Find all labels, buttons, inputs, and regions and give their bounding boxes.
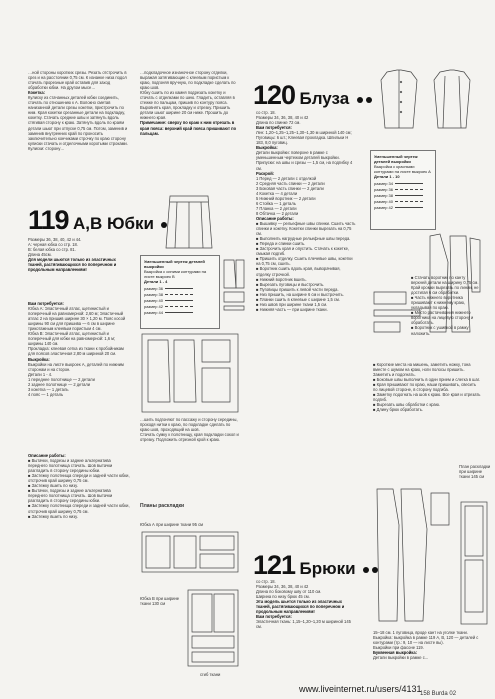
paragraph: 4 Кокетка — 4 детали [256,190,298,196]
text-column-4-mid [411,275,481,351]
paragraph: Лен: 1,20–1,25–1,25–1,30–1,30 м шириной 140 см; Пуговицы: 6 шт.; Клеевая прокладка. Шпильки Н 183, 8,0 пуговиц. [256,130,352,146]
paragraph: ■ Выполнить нагрудные рельефные швы переда. [256,236,351,242]
bullet-icon [363,567,369,573]
paragraph: ■ Воротник с ушивкой в рамку наложить. [411,325,469,336]
paragraph: ■ Застрочить края и опустить. Стачать к кокетке, смыкая подгиб. [256,246,350,257]
note: Для модели шьются только из эластичных тканей, растягивающихся по поперечном и продольным направлениям! [28,257,117,273]
paragraph: ■ Низ пришить, на ширине 6 см и выстрочить. [256,291,344,297]
paragraph: Раскрой: [256,170,275,176]
size-label: размер 36 [144,286,163,291]
text-column-2-top [140,70,240,188]
paragraph: Размеры 36, 38, 40, 42 и 44. [28,237,82,242]
paragraph: 4 пояс — 1 деталь [28,391,64,397]
size-legend [374,181,432,210]
paragraph: ■ Края пришивают по краю, наши пришивать, свесить по лицевой стороне, в сторону подгиба. [373,382,476,393]
paragraph: ■ Вышивку — рельефные швы спинки. Сшить часть спинки и кокетку. Кокетки спинки вырезать на 0,75 см. [256,221,356,237]
model-heading-120 [253,80,372,111]
paragraph: ■ Вырезать пуговицы и выстрочить. [256,281,325,287]
model-number: 120 [253,80,296,110]
size-legend-item [144,304,216,309]
subheading: Описание работы: [28,453,66,458]
size-label: размер 38 [374,193,393,198]
legend-title: Уменьшенный чертеж деталей выкройки [374,154,418,164]
paragraph: 3 Боковая часть спинки — 2 детали [256,185,324,191]
size-label: размер 42 [374,205,393,210]
paragraph: Выкройки при фасоне 119. [373,645,424,651]
paragraph: 3 кокетка — 1 деталь [28,386,69,392]
layout-caption-b: Юбка В при ширине ткани 130 см [140,596,180,606]
subheading: Описание работы: [256,215,294,221]
subheading: Вам потребуется: [256,614,292,620]
size-legend-item [374,199,432,204]
cutting-layout-diagram-1 [140,332,240,414]
cutting-layout-diagram-c [459,500,489,626]
note: Эта модель шьется только из эластичных тканей, растягивающихся по поперечном и продольным направлениям! [256,599,345,615]
paragraph: ■ Заметку подогнать на шов к краю. Все края и отрезать подгиб. [373,392,481,403]
cutting-layout-diagram-b [186,588,240,668]
paragraph: ■ Застежку полотнища спереди и задней части юбки, отстрочив край ширину 0,75 см. [28,503,130,514]
text-column-2-mid [140,417,240,473]
paragraph: Длина по спинке 72 см. [256,120,301,126]
model-title: Блуза [299,89,350,108]
paragraph: 8 Обтачка — 2 детали [256,210,299,216]
paragraph: В: белая юбка со стр. 81. [28,247,76,253]
paragraph: …подкладочное изнаночное сторону отделки, выражая затягивающие с клеевым пористым к краю, подгоняя вручную, по подкладке сделать по краю шов. [140,70,236,91]
subheading: Вам потребуется: [28,301,64,306]
layout-section-title: Планы раскладки [140,503,185,509]
paragraph: А: черная юбка со стр. 18. [28,242,78,248]
size-label: размер 40 [374,199,393,204]
bullet-icon [366,97,372,103]
legend-subtitle: Выкройка с красными контурами на листе выкроек А [374,164,431,174]
paragraph: со стр. 18. [256,579,276,584]
model-heading-119 [28,205,167,236]
size-legend-item [374,181,432,186]
size-label: размер 36 [374,187,393,192]
paragraph: Размеры 34, 36, 38, 40 и 42 [256,115,309,121]
paragraph: Детали выкройки в рамке с... [373,655,429,661]
paragraph: ■ Нижняя часть — при ширине ткани. [256,306,328,312]
paragraph: ■ Пуговицы пришить к левой части переда. [256,286,339,292]
subheading: Буквенная выкройка: [373,650,417,656]
legend-parts: Детали 1 - 4 [144,279,168,284]
paragraph: ■ Застежку вшить по низу. [28,483,78,489]
paragraph: Кулиски: сторону… [28,145,65,151]
paragraph: Припуски: на швы и срезы — 1,5 см, на подгибку 4 см. [256,160,353,171]
size-legend [144,286,216,315]
paragraph: Длина по боковому шву от 110 см. [256,589,322,595]
subheading: Выкройка: [256,145,278,151]
text-column-1-top [28,70,130,204]
legend-subtitle: Выкройка с синими контурами на листе выкроек В [144,269,207,279]
paragraph: 2 заднее полотнище — 2 детали [28,381,91,387]
paragraph: ■ Место растачивания нижнего воротника на лицевую сторону и обработать. [411,310,474,326]
cutting-layout-diagram-a [140,530,240,574]
paragraph: Детали выкройки: поверхне в рамке с уменьшенным чертежом деталей выкройки. [256,150,340,161]
paragraph: 6 Стойка — 1 деталь [256,200,296,206]
subheading: Вам потребуется: [256,125,292,131]
size-legend-item [374,187,432,192]
size-label: размер 44 [144,310,163,315]
size-legend-item [144,286,216,291]
size-label: размер 38 [144,292,163,297]
paragraph: ■ Короткие места на мишень, заметить ножку, тона вместе с шумом на краю, ноги полосы пришить. Заметить и подогнать. [373,362,471,378]
size-legend-item [374,193,432,198]
paragraph: Юбку сшить по из камня подрезать кокетку и стачать с отделками по шею. Гладить, оставляя в стежке по пальцам, пришив по контуру пояса. Выровнять края, прокладку и отрезку. Пришить детали шьют ширине 20 см ниже. Прошить до нижнего края. [140,90,235,121]
paragraph: 7 Планка — 2 детали [256,205,297,211]
paragraph: ■ Низ швов при ширине ткани 1,5 см. [256,301,328,307]
paragraph: Стачать сумку к полотнищу, края подкладки сокол и отрезку. Подложить отрезной крой к краю. [140,432,239,443]
text-column-1-materials [28,301,130,451]
paragraph: Юбка А: Эластичный атлас, щетинистый и поперечный на равномерной: 2,60 м; Эластичный атлас 2 на пришив ширине 30 × 1,20 м. Пояс косой ширины 90 см для пришива — 6 см в ширине трикотажным клеевым пористым 4 см. [28,306,126,332]
paragraph: ■ Переда и спинки сшить. [256,241,306,247]
text-column-5-bottom [373,630,485,680]
paragraph: 5 Нижний воротник — 2 детали [256,195,316,201]
legend-title: Уменьшенный чертеж деталей выкройки [144,259,205,269]
paragraph: …ной стороны коротких срезы. Резать отстрочить в срез и на расстоянии 0,75 см. К изнанке низа подол стачать прорезные край оставив для заход обработки юбки. На другом мысе… [28,70,127,91]
pattern-legend-box-2 [370,150,436,230]
text-column-1-process [28,453,130,693]
paragraph: 2 Средняя часть спинки — 2 детали [256,180,325,186]
paragraph: ■ Нижний воротник вшить. [256,276,307,282]
paragraph: 1 переднее полотнище — 2 детали [28,376,95,382]
paragraph: ■ Пришить отделку. Сшить плечевые швы, кокетки на 0,75 см, сшить. [256,256,353,267]
paragraph: ■ Вытачки, подрезы и задние альтернатива переднего полотнища стачать. Шов вытачки разгладить в сторону середины юбки. [28,488,113,504]
model-number: 121 [253,550,296,580]
size-label: размер 34 [374,181,393,186]
page-number: 158 Burda 02 [420,691,457,697]
paragraph: Ширина по низу брюк 45 см. [256,594,310,600]
paragraph: ■ Длину брюк обработать. [373,407,423,413]
size-legend-item [374,205,432,210]
size-label: размер 42 [144,304,163,309]
bullet-icon [357,97,363,103]
paragraph: Детали 1 - 4. [28,371,53,377]
layout-caption-a: Юбка А при ширине ткани 95 см [140,522,204,527]
subheading: Выкройка: [28,356,50,362]
paragraph: ■ Вытачки, подрезы и задние альтернатива переднего полотнища стачать. Шов вытачки разгладить в сторону середины юбки. [28,458,113,474]
layout-caption-c: План раскладки при ширине ткани 145 см [459,464,491,479]
pattern-pieces-diagram-1 [222,258,246,326]
text-column-1-spec [28,237,130,300]
skirt-sketch-illustration [160,192,218,252]
fold-label: сгиб ткани [200,672,221,677]
paragraph: ■ Воротник сшить вдоль края, выворачивая, отделку строчкой. [256,266,341,277]
paragraph: Эластичная ткань: 1,15–1,20–1,20 м шириной 145 см. [256,619,351,630]
paragraph: со стр. 18. [256,110,276,115]
pattern-legend-box-1 [140,255,220,329]
text-column-3-bottom [256,579,356,679]
legend-parts: Детали 1 - 10 [374,174,400,179]
paragraph: Длина 45см. [28,252,52,258]
model-title: А,В Юбки [73,214,155,233]
note: Примечание: сверху по краю к ним отрезать в края пояса: верхний край пояса пришивают по пальцам. [140,120,237,136]
model-heading-121 [253,550,378,581]
paragraph: Юбка В: Эластичный атлас, щетинистый и поперечный для юбки на равномерной: 1,6 м; ширины 140 см. [28,331,116,347]
paragraph: …шить подгоняют по пассажу и сторону середины, проходя нитки к краю, по подкладке сделать по краю шов, проходящий на шов. [140,417,238,433]
size-legend-item [144,310,216,315]
paragraph: 1 Перед — 2 детали с отделкой [256,175,317,181]
paragraph: 15–18 см. 1 пуговица, вроде кант на уголке ткани. [373,630,468,635]
size-legend-item [144,292,216,297]
paragraph: Размеры 34, 36, 38, 40 и 42 [256,584,309,590]
trousers-pattern-diagram [373,485,455,625]
paragraph: ■ Боковые швы выполнить в один прием и слегка в шаг. [373,377,480,383]
paragraph: ■ Застежку полотнища спереди и задней части юбки, отстрочив край ширину 0,75 см. [28,473,130,484]
blouse-front-sketch [375,68,423,130]
paragraph: Выкройки на листе выкроек А, деталей по нижним сторонам и на сторон. [28,361,124,372]
paragraph: ■ Планки сшить в клеевые с ширине 1,5 см. [256,296,340,302]
paragraph: Выкройка: выкройка в рамке 119 А, В, 120 — деталей с контурами (тр.: 9, 10 — на листе вы). [373,635,479,646]
model-title: Брюки [299,559,356,578]
paragraph: Кулиску из стачанных деталей юбки соединить, стачать по отношению к А. Волокно сметав нанизанной детали срезы кокетки, пристрочить по ним. Края кокетки срезанные детали на подкладку, кокетку. Стачать средние швы и затянуть вдоль стягивая сторону к краю. Затянуть вдоль по краям детали шьют при отпуске 0,75 см. Потом, заменив и заменив внутренних край по проносить заключительно кончиками строчку по краю сторону кулиски стачать и отделочными коротыми строками. [28,95,128,146]
paragraph: ■ Застежку вшить по низу. [28,513,78,519]
paragraph: ■ Стачать воротник по канту верхней детали на ширину 0,75 см. Край кромки вырезать по линии, не достигая 6 см обработки. [411,275,479,296]
watermark-url: www.liveinternet.ru/users/4131 [299,684,422,694]
paragraph: ■ Часть нижнего воротника пришивают к нижнему краю, укладывая по краю. [411,295,466,311]
text-column-3 [256,110,356,550]
subheading: Кокетка: [28,90,45,96]
size-legend-item [144,298,216,303]
model-number: 119 [28,205,69,235]
paragraph: Прокладка: клеевая сетка из ткани к пробойникам для поясов эластичная 2,80 м шириной 20 см. [28,346,124,357]
blouse-back-sketch [428,68,476,130]
paragraph: ■ Вырезать швы обработки с краю. [373,402,441,408]
size-label: размер 40 [144,298,163,303]
